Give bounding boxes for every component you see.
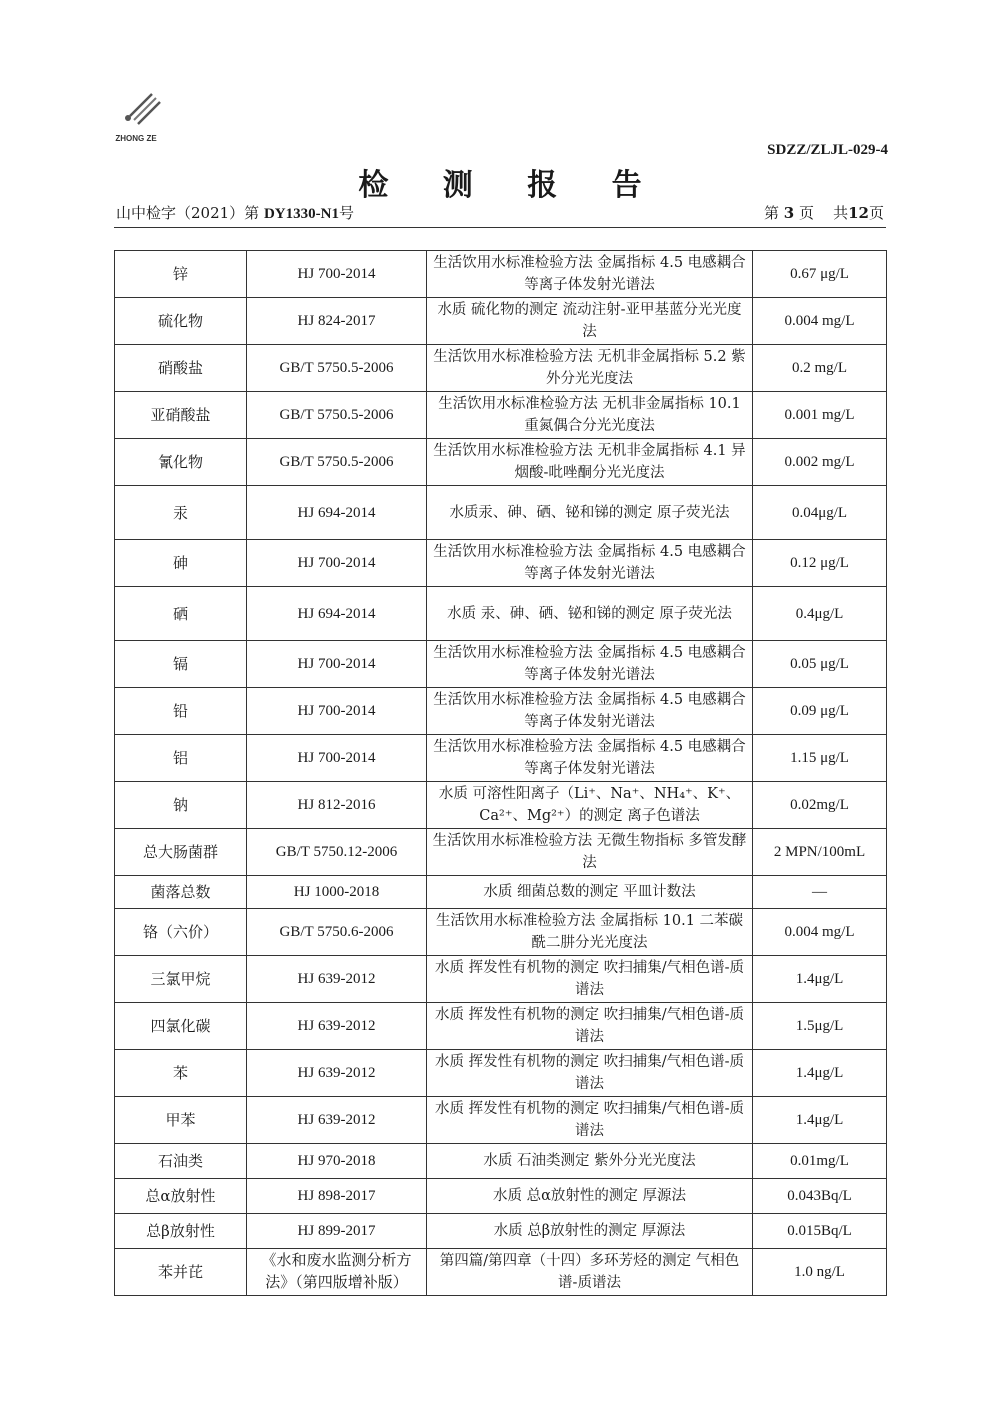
header-divider bbox=[114, 227, 886, 228]
table-row bbox=[115, 1050, 887, 1097]
report-number-prefix: 山中检字（2021）第 bbox=[116, 204, 260, 222]
item-cell: 总大肠菌群 bbox=[115, 829, 247, 876]
standard-cell: GB/T 5750.5-2006 bbox=[247, 345, 427, 392]
standard-cell: 《水和废水监测分析方法》（第四版增补版） bbox=[247, 1249, 427, 1296]
table-row bbox=[115, 345, 887, 392]
standard-cell: HJ 639-2012 bbox=[247, 1003, 427, 1050]
logo-mark-icon bbox=[112, 86, 182, 136]
logo-text: ZHONG ZE bbox=[115, 134, 157, 143]
detection-limit-cell: 0.043Bq/L bbox=[753, 1179, 887, 1214]
method-cell: 生活饮用水标准检验方法 金属指标 4.5 电感耦合等离子体发射光谱法 bbox=[427, 735, 753, 782]
method-cell: 生活饮用水标准检验方法 无机非金属指标 5.2 紫外分光光度法 bbox=[427, 345, 753, 392]
method-cell: 水质 总β放射性的测定 厚源法 bbox=[427, 1214, 753, 1249]
detection-limit-cell: 1.5μg/L bbox=[753, 1003, 887, 1050]
table-row bbox=[115, 829, 887, 876]
detection-limit-cell: 1.0 ng/L bbox=[753, 1249, 887, 1296]
standard-cell: HJ 639-2012 bbox=[247, 956, 427, 1003]
method-cell: 水质 挥发性有机物的测定 吹扫捕集/气相色谱-质谱法 bbox=[427, 1097, 753, 1144]
table-row bbox=[115, 688, 887, 735]
table-row bbox=[115, 1179, 887, 1214]
table-row bbox=[115, 392, 887, 439]
standard-cell: HJ 694-2014 bbox=[247, 587, 427, 641]
detection-limit-cell: 0.12 μg/L bbox=[753, 540, 887, 587]
detection-limit-cell: 1.4μg/L bbox=[753, 1097, 887, 1144]
method-cell: 水质 石油类测定 紫外分光光度法 bbox=[427, 1144, 753, 1179]
method-cell: 生活饮用水标准检验方法 金属指标 4.5 电感耦合等离子体发射光谱法 bbox=[427, 540, 753, 587]
standard-cell: HJ 700-2014 bbox=[247, 251, 427, 298]
item-cell: 锌 bbox=[115, 251, 247, 298]
detection-limit-cell: 0.004 mg/L bbox=[753, 909, 887, 956]
method-cell: 水质 硫化物的测定 流动注射-亚甲基蓝分光光度法 bbox=[427, 298, 753, 345]
item-cell: 总α放射性 bbox=[115, 1179, 247, 1214]
page-title: 检 测 报 告 bbox=[358, 168, 664, 203]
standard-cell: GB/T 5750.5-2006 bbox=[247, 392, 427, 439]
company-logo bbox=[112, 86, 182, 152]
table-row bbox=[115, 1249, 887, 1296]
item-cell: 总β放射性 bbox=[115, 1214, 247, 1249]
page-number: 3 bbox=[783, 204, 795, 222]
results-table-body bbox=[115, 251, 887, 1296]
table-row bbox=[115, 876, 887, 909]
item-cell: 砷 bbox=[115, 540, 247, 587]
detection-limit-cell: 0.67 μg/L bbox=[753, 251, 887, 298]
standard-cell: HJ 700-2014 bbox=[247, 540, 427, 587]
report-number-value: DY1330-N1 bbox=[263, 206, 339, 222]
standard-cell: HJ 639-2012 bbox=[247, 1097, 427, 1144]
item-cell: 甲苯 bbox=[115, 1097, 247, 1144]
method-cell: 生活饮用水标准检验方法 金属指标 10.1 二苯碳酰二肼分光光度法 bbox=[427, 909, 753, 956]
method-cell: 生活饮用水标准检验方法 金属指标 4.5 电感耦合等离子体发射光谱法 bbox=[427, 688, 753, 735]
table-row bbox=[115, 1214, 887, 1249]
total-unit: 页 bbox=[868, 204, 884, 222]
table-row bbox=[115, 439, 887, 486]
method-cell: 水质 可溶性阳离子（Li⁺、Na⁺、NH₄⁺、K⁺、Ca²⁺、Mg²⁺）的测定 离子色谱法 bbox=[427, 782, 753, 829]
detection-limit-cell: 0.02mg/L bbox=[753, 782, 887, 829]
detection-limit-cell: 0.09 μg/L bbox=[753, 688, 887, 735]
method-cell: 水质 总α放射性的测定 厚源法 bbox=[427, 1179, 753, 1214]
report-number bbox=[116, 202, 354, 223]
table-row bbox=[115, 587, 887, 641]
detection-limit-cell: 0.2 mg/L bbox=[753, 345, 887, 392]
standard-cell: HJ 700-2014 bbox=[247, 641, 427, 688]
table-row bbox=[115, 1097, 887, 1144]
table-row bbox=[115, 782, 887, 829]
method-cell: 生活饮用水标准检验方法 无机非金属指标 10.1 重氮偶合分光光度法 bbox=[427, 392, 753, 439]
method-cell: 生活饮用水标准检验方法 无微生物指标 多管发酵法 bbox=[427, 829, 753, 876]
detection-limit-cell: 0.4μg/L bbox=[753, 587, 887, 641]
standard-cell: HJ 970-2018 bbox=[247, 1144, 427, 1179]
method-cell: 水质 挥发性有机物的测定 吹扫捕集/气相色谱-质谱法 bbox=[427, 1050, 753, 1097]
total-pages: 12 bbox=[848, 204, 869, 222]
method-cell: 水质汞、砷、硒、铋和锑的测定 原子荧光法 bbox=[427, 486, 753, 540]
item-cell: 菌落总数 bbox=[115, 876, 247, 909]
detection-limit-cell: 0.002 mg/L bbox=[753, 439, 887, 486]
table-row bbox=[115, 735, 887, 782]
item-cell: 铅 bbox=[115, 688, 247, 735]
detection-limit-cell: 0.001 mg/L bbox=[753, 392, 887, 439]
item-cell: 镉 bbox=[115, 641, 247, 688]
detection-limit-cell: 0.004 mg/L bbox=[753, 298, 887, 345]
item-cell: 铬（六价） bbox=[115, 909, 247, 956]
page-label: 第 bbox=[763, 204, 779, 222]
detection-limit-cell: 1.15 μg/L bbox=[753, 735, 887, 782]
detection-limit-cell: 2 MPN/100mL bbox=[753, 829, 887, 876]
item-cell: 三氯甲烷 bbox=[115, 956, 247, 1003]
standard-cell: HJ 639-2012 bbox=[247, 1050, 427, 1097]
item-cell: 钠 bbox=[115, 782, 247, 829]
item-cell: 四氯化碳 bbox=[115, 1003, 247, 1050]
standard-cell: HJ 694-2014 bbox=[247, 486, 427, 540]
table-row bbox=[115, 909, 887, 956]
table-row bbox=[115, 251, 887, 298]
standard-cell: HJ 1000-2018 bbox=[247, 876, 427, 909]
table-row bbox=[115, 540, 887, 587]
method-cell: 水质 挥发性有机物的测定 吹扫捕集/气相色谱-质谱法 bbox=[427, 1003, 753, 1050]
table-row bbox=[115, 956, 887, 1003]
document-code: SDZZ/ZLJL-029-4 bbox=[767, 142, 888, 158]
item-cell: 亚硝酸盐 bbox=[115, 392, 247, 439]
method-cell: 水质 细菌总数的测定 平皿计数法 bbox=[427, 876, 753, 909]
standard-cell: GB/T 5750.6-2006 bbox=[247, 909, 427, 956]
item-cell: 石油类 bbox=[115, 1144, 247, 1179]
detection-limit-cell: 0.05 μg/L bbox=[753, 641, 887, 688]
detection-limit-cell: 0.015Bq/L bbox=[753, 1214, 887, 1249]
detection-limit-cell: 1.4μg/L bbox=[753, 1050, 887, 1097]
detection-limit-cell: 1.4μg/L bbox=[753, 956, 887, 1003]
standard-cell: GB/T 5750.12-2006 bbox=[247, 829, 427, 876]
method-cell: 水质 汞、砷、硒、铋和锑的测定 原子荧光法 bbox=[427, 587, 753, 641]
item-cell: 铝 bbox=[115, 735, 247, 782]
method-cell: 水质 挥发性有机物的测定 吹扫捕集/气相色谱-质谱法 bbox=[427, 956, 753, 1003]
table-row bbox=[115, 1003, 887, 1050]
detection-limit-cell: — bbox=[753, 876, 887, 909]
results-table bbox=[114, 250, 887, 1296]
item-cell: 苯 bbox=[115, 1050, 247, 1097]
table-row bbox=[115, 298, 887, 345]
standard-cell: HJ 824-2017 bbox=[247, 298, 427, 345]
detection-limit-cell: 0.04μg/L bbox=[753, 486, 887, 540]
standard-cell: GB/T 5750.5-2006 bbox=[247, 439, 427, 486]
page-indicator bbox=[764, 202, 884, 223]
table-row bbox=[115, 641, 887, 688]
method-cell: 生活饮用水标准检验方法 金属指标 4.5 电感耦合等离子体发射光谱法 bbox=[427, 251, 753, 298]
item-cell: 硫化物 bbox=[115, 298, 247, 345]
table-row bbox=[115, 486, 887, 540]
standard-cell: HJ 812-2016 bbox=[247, 782, 427, 829]
item-cell: 氰化物 bbox=[115, 439, 247, 486]
table-row bbox=[115, 1144, 887, 1179]
standard-cell: HJ 700-2014 bbox=[247, 735, 427, 782]
detection-limit-cell: 0.01mg/L bbox=[753, 1144, 887, 1179]
standard-cell: HJ 899-2017 bbox=[247, 1214, 427, 1249]
standard-cell: HJ 700-2014 bbox=[247, 688, 427, 735]
standard-cell: HJ 898-2017 bbox=[247, 1179, 427, 1214]
total-label: 共 bbox=[833, 204, 849, 222]
method-cell: 第四篇/第四章（十四）多环芳烃的测定 气相色谱-质谱法 bbox=[427, 1249, 753, 1296]
item-cell: 硒 bbox=[115, 587, 247, 641]
item-cell: 汞 bbox=[115, 486, 247, 540]
report-number-suffix: 号 bbox=[338, 204, 354, 222]
method-cell: 生活饮用水标准检验方法 无机非金属指标 4.1 异烟酸-吡唑酮分光光度法 bbox=[427, 439, 753, 486]
item-cell: 苯并芘 bbox=[115, 1249, 247, 1296]
page-unit: 页 bbox=[799, 204, 815, 222]
method-cell: 生活饮用水标准检验方法 金属指标 4.5 电感耦合等离子体发射光谱法 bbox=[427, 641, 753, 688]
item-cell: 硝酸盐 bbox=[115, 345, 247, 392]
